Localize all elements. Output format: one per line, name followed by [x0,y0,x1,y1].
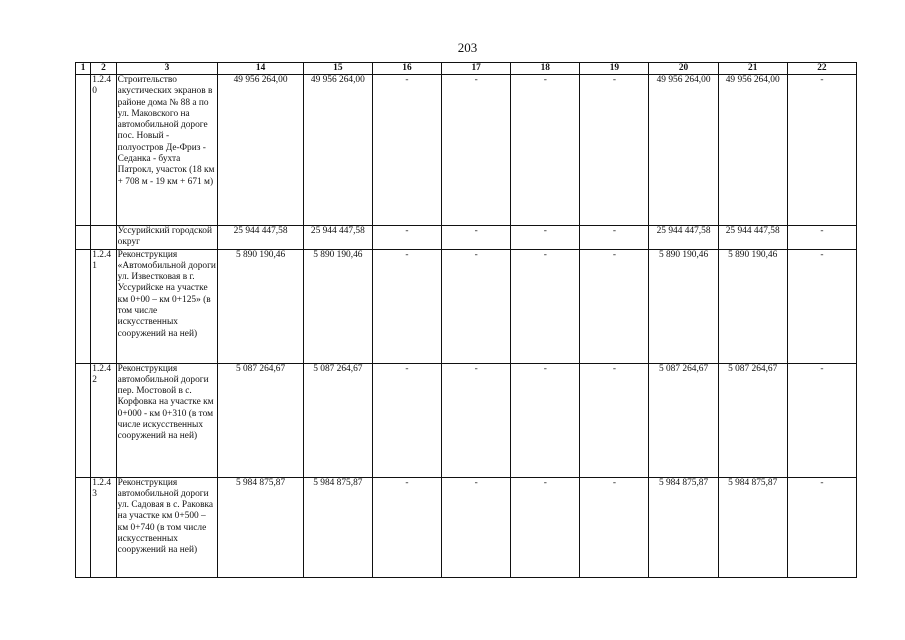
cell-col19: - [580,249,649,363]
cell-col17: - [442,226,511,250]
cell-col1 [76,249,91,363]
cell-col17: - [442,249,511,363]
cell-col16: - [372,477,441,577]
cell-col20: 25 944 447,58 [649,226,718,250]
cell-col21: 5 984 875,87 [718,477,787,577]
column-header: 16 [372,63,441,75]
cell-col1 [76,75,91,226]
cell-col1 [76,477,91,577]
cell-name: Реконструкция автомобильной дороги пер. Мостовой в с. Корфовка на участке км 0+000 - км 0+310 (в том числе искусственных сооружений на ней) [116,363,218,477]
table-row [76,477,857,577]
column-header: 1 [76,63,91,75]
budget-table [75,62,857,578]
cell-col18: - [511,226,580,250]
table-row [76,75,857,226]
cell-col18: - [511,477,580,577]
cell-col15: 5 087 264,67 [303,363,372,477]
page-number: 203 [457,40,478,55]
cell-col20: 5 984 875,87 [649,477,718,577]
cell-name: Строительство акустических экранов в районе дома № 88 а по ул. Маковского на автомобильной дороге пос. Новый - полуостров Де-Фриз - Седанка - бухта Патрокл, участок (18 км + 708 м - 19 км + 671 м) [116,75,218,226]
cell-code: 1.2.4 2 [91,363,116,477]
cell-code: 1.2.4 3 [91,477,116,577]
cell-col21: 25 944 447,58 [718,226,787,250]
cell-col17: - [442,75,511,226]
column-header: 19 [580,63,649,75]
cell-col17: - [442,363,511,477]
column-header: 2 [91,63,116,75]
cell-col22: - [787,477,856,577]
cell-col21: 49 956 264,00 [718,75,787,226]
column-header: 18 [511,63,580,75]
cell-col15: 49 956 264,00 [303,75,372,226]
cell-col19: - [580,226,649,250]
cell-col20: 5 890 190,46 [649,249,718,363]
cell-code: 1.2.4 1 [91,249,116,363]
column-header: 15 [303,63,372,75]
cell-col14: 5 087 264,67 [218,363,303,477]
table-row [76,226,857,250]
cell-col17: - [442,477,511,577]
column-header: 17 [442,63,511,75]
cell-col16: - [372,226,441,250]
cell-col22: - [787,363,856,477]
cell-col22: - [787,249,856,363]
cell-col14: 25 944 447,58 [218,226,303,250]
cell-col20: 49 956 264,00 [649,75,718,226]
cell-col15: 5 984 875,87 [303,477,372,577]
cell-col16: - [372,75,441,226]
cell-col19: - [580,75,649,226]
cell-name: Реконструкция «Автомобильной дороги ул. Известковая в г. Уссурийске на участке км 0+00 – км 0+125» (в том числе искусственных сооружений на ней) [116,249,218,363]
cell-col18: - [511,363,580,477]
cell-name: Реконструкция автомобильной дороги ул. Садовая в с. Раковка на участке км 0+500 – км 0+740 (в том числе искусственных сооружений на ней) [116,477,218,577]
table-row [76,363,857,477]
cell-col14: 5 890 190,46 [218,249,303,363]
cell-col14: 5 984 875,87 [218,477,303,577]
cell-col18: - [511,249,580,363]
column-header: 22 [787,63,856,75]
cell-col20: 5 087 264,67 [649,363,718,477]
cell-col18: - [511,75,580,226]
cell-col15: 25 944 447,58 [303,226,372,250]
cell-name: Уссурийский городской округ [116,226,218,250]
cell-code: 1.2.4 0 [91,75,116,226]
column-header: 14 [218,63,303,75]
cell-code [91,226,116,250]
table-header-row [76,63,857,75]
cell-col16: - [372,249,441,363]
cell-col22: - [787,75,856,226]
cell-col1 [76,226,91,250]
column-header: 3 [116,63,218,75]
cell-col21: 5 087 264,67 [718,363,787,477]
cell-col14: 49 956 264,00 [218,75,303,226]
cell-col15: 5 890 190,46 [303,249,372,363]
cell-col1 [76,363,91,477]
column-header: 21 [718,63,787,75]
cell-col19: - [580,363,649,477]
cell-col19: - [580,477,649,577]
cell-col21: 5 890 190,46 [718,249,787,363]
table-row [76,249,857,363]
cell-col16: - [372,363,441,477]
column-header: 20 [649,63,718,75]
cell-col22: - [787,226,856,250]
